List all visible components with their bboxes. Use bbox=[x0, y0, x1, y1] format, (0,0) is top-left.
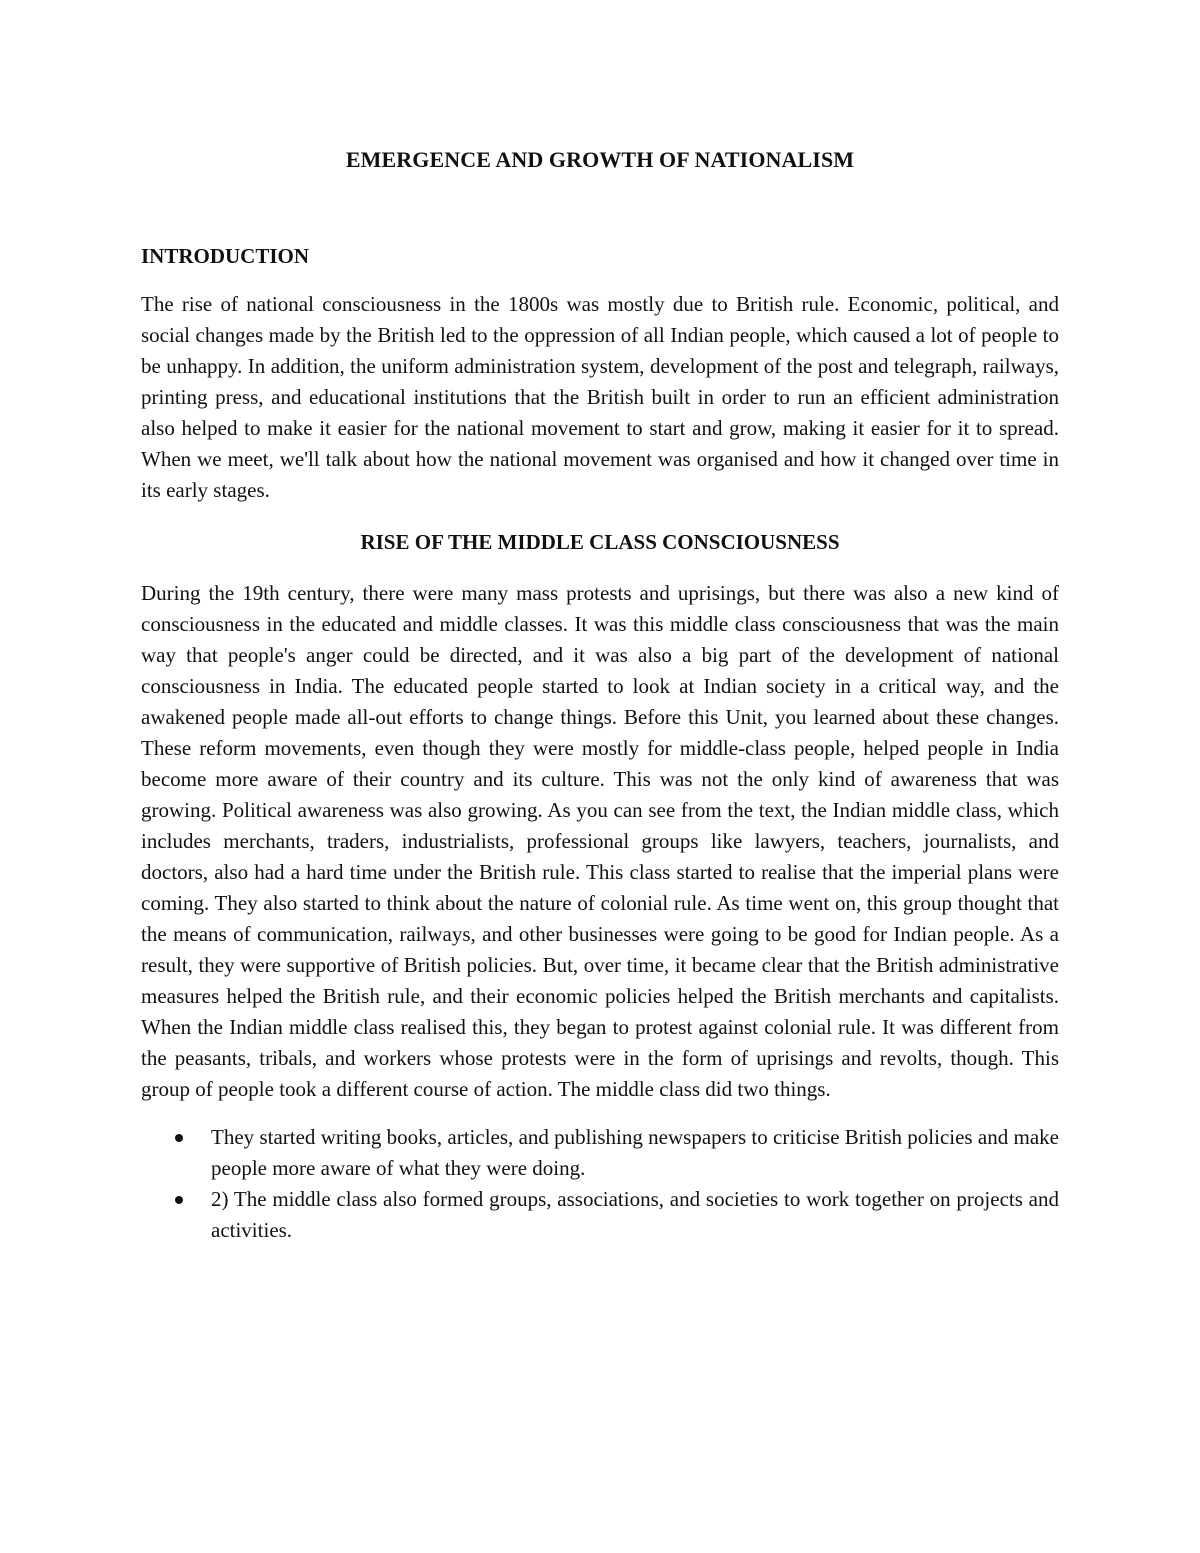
bullet-icon bbox=[175, 1134, 183, 1142]
bullet-item bbox=[141, 1184, 1059, 1246]
section-heading-middle-class: RISE OF THE MIDDLE CLASS CONSCIOUSNESS bbox=[360, 530, 840, 554]
bullet-text: 2) The middle class also formed groups, associations, and societies to work together on projects and activities. bbox=[211, 1187, 1059, 1242]
bullet-icon bbox=[175, 1196, 183, 1204]
bullet-item bbox=[141, 1122, 1059, 1184]
bullet-list bbox=[141, 1122, 1059, 1246]
introduction-paragraph: The rise of national consciousness in the 1800s was mostly due to British rule. Economic, political, and social changes made by the British led to the oppression of all Indian people, which caused a lot of people to be unhappy. In addition, the uniform administration system, development of the post and telegraph, railways, printing press, and educational institutions that the British built in order to run an efficient administration also helped to make it easier for the national movement to start and grow, making it easier for it to spread. When we meet, we'll talk about how the national movement was organised and how it changed over time in its early stages. bbox=[141, 292, 1059, 502]
section-heading-introduction: INTRODUCTION bbox=[141, 244, 310, 268]
bullet-text: They started writing books, articles, and publishing newspapers to criticise British policies and make people more aware of what they were doing. bbox=[211, 1125, 1059, 1180]
document-content bbox=[141, 140, 1059, 1246]
middle-class-paragraph: During the 19th century, there were many mass protests and uprisings, but there was also a new kind of consciousness in the educated and middle classes. It was this middle class consciousness that was the main way that people's anger could be directed, and it was also a big part of the development of national consciousness in India. The educated people started to look at Indian society in a critical way, and the awakened people made all-out efforts to change things. Before this Unit, you learned about these changes. These reform movements, even though they were mostly for middle-class people, helped people in India become more aware of their country and its culture. This was not the only kind of awareness that was growing. Political awareness was also growing. As you can see from the text, the Indian middle class, which includes merchants, traders, industrialists, professional groups like lawyers, teachers, journalists, and doctors, also had a hard time under the British rule. This class started to realise that the imperial plans were coming. They also started to think about the nature of colonial rule. As time went on, this group thought that the means of communication, railways, and other businesses were going to be good for Indian people. As a result, they were supportive of British policies. But, over time, it became clear that the British administrative measures helped the British rule, and their economic policies helped the British merchants and capitalists. When the Indian middle class realised this, they began to protest against colonial rule. It was different from the peasants, tribals, and workers whose protests were in the form of uprisings and revolts, though. This group of people took a different course of action. The middle class did two things. bbox=[141, 581, 1059, 1101]
document-title: EMERGENCE AND GROWTH OF NATIONALISM bbox=[345, 147, 855, 172]
